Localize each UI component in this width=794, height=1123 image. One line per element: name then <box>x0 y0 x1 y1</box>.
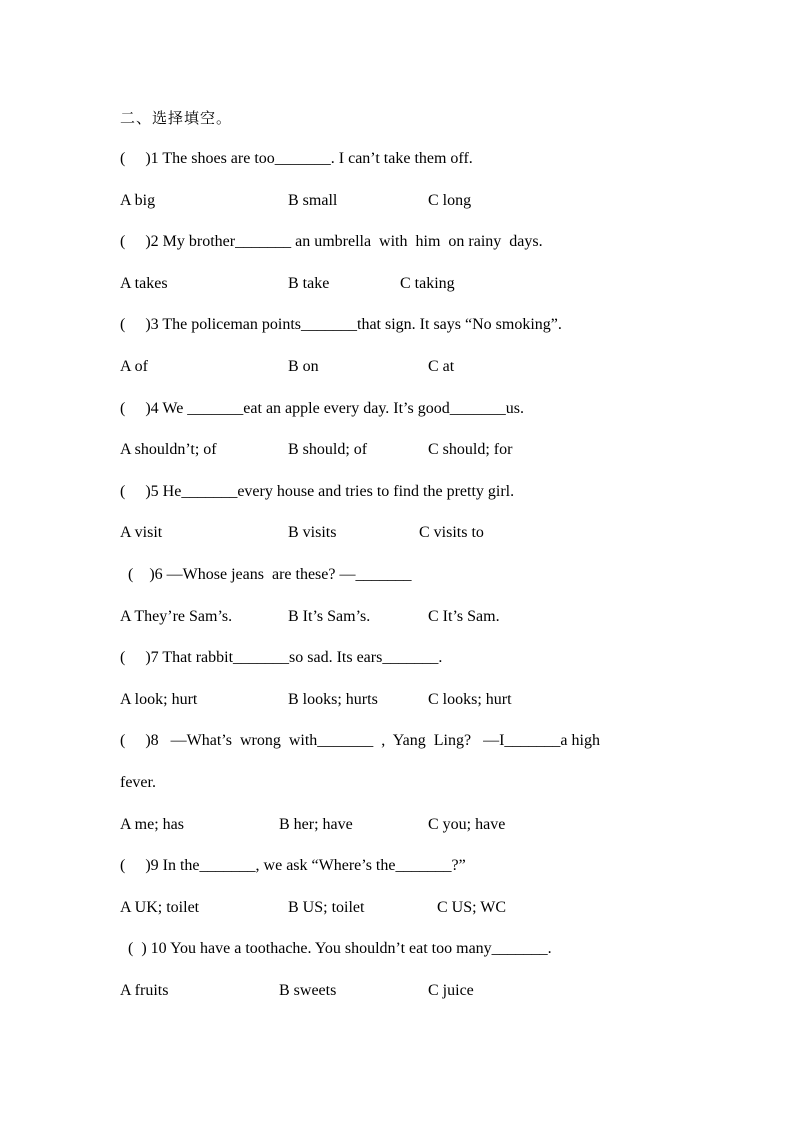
question-2-stem: ( )2 My brother_______ an umbrella with him on rainy days. <box>120 233 543 250</box>
question-9-option-c: C US; WC <box>437 899 507 916</box>
question-7-option-b: B looks; hurts <box>288 691 378 708</box>
question-10-option-a: A fruits <box>120 982 169 999</box>
question-10-option-b: B sweets <box>279 982 337 999</box>
question-2-option-a: A takes <box>120 275 168 292</box>
question-3-stem: ( )3 The policeman points_______that sign. It says “No smoking”. <box>120 316 562 333</box>
question-9-stem: ( )9 In the_______, we ask “Where’s the_______?” <box>120 857 466 874</box>
question-8-stem: ( )8 —What’s wrong with_______ , Yang Ling? —I_______a high <box>120 732 600 749</box>
question-2-option-c: C taking <box>400 275 455 292</box>
question-1-stem: ( )1 The shoes are too_______. I can’t take them off. <box>120 150 473 167</box>
question-9-option-a: A UK; toilet <box>120 899 200 916</box>
question-8-option-b: B her; have <box>279 816 353 833</box>
question-3-option-b: B on <box>288 358 319 375</box>
question-8-option-a: A me; has <box>120 816 184 833</box>
question-4-option-c: C should; for <box>428 441 513 458</box>
question-6-option-a: A They’re Sam’s. <box>120 608 233 625</box>
question-3-option-a: A of <box>120 358 148 375</box>
question-9-option-b: B US; toilet <box>288 899 365 916</box>
question-4-option-b: B should; of <box>288 441 368 458</box>
question-10-stem: ( ) 10 You have a toothache. You shouldn’t eat too many_______. <box>120 940 552 957</box>
question-8-stem-continued: fever. <box>120 774 156 791</box>
question-2-option-b: B take <box>288 275 330 292</box>
question-7-option-a: A look; hurt <box>120 691 198 708</box>
question-7-stem: ( )7 That rabbit_______so sad. Its ears_______. <box>120 649 443 666</box>
question-1-option-b: B small <box>288 192 338 209</box>
question-7-option-c: C looks; hurt <box>428 691 512 708</box>
question-6-option-b: B It’s Sam’s. <box>288 608 371 625</box>
question-6-option-c: C It’s Sam. <box>428 608 500 625</box>
question-1-option-c: C long <box>428 192 472 209</box>
question-5-stem: ( )5 He_______every house and tries to find the pretty girl. <box>120 483 515 500</box>
question-6-stem: ( )6 —Whose jeans are these? —_______ <box>120 566 412 583</box>
question-3-option-c: C at <box>428 358 455 375</box>
question-10-option-c: C juice <box>428 982 474 999</box>
question-5-option-b: B visits <box>288 524 337 541</box>
question-4-stem: ( )4 We _______eat an apple every day. It’s good_______us. <box>120 400 524 417</box>
section-title: 二、选择填空。 <box>120 109 233 127</box>
question-5-option-a: A visit <box>120 524 163 541</box>
question-5-option-c: C visits to <box>419 524 484 541</box>
question-8-option-c: C you; have <box>428 816 506 833</box>
question-4-option-a: A shouldn’t; of <box>120 441 217 458</box>
question-1-option-a: A big <box>120 192 156 209</box>
